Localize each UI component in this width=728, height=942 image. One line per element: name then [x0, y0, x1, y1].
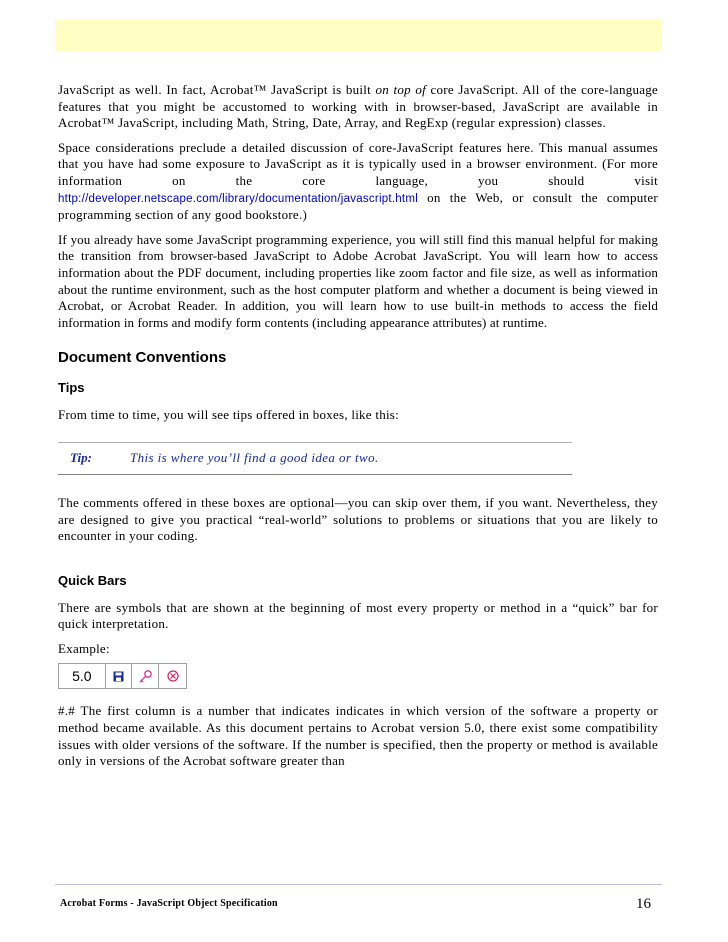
header-band [55, 19, 662, 51]
netscape-doc-link[interactable]: http://developer.netscape.com/library/documentation/javascript.html [58, 192, 419, 205]
paragraph-text: Space considerations preclude a detailed discussion of core-JavaScript features here. This manual assumes that you have had some exposure to JavaScript as it is typically used in a browser environment. (For more information on the core language, you should visit [58, 139, 658, 188]
not-allowed-icon [159, 664, 186, 688]
tip-box [58, 442, 572, 475]
page-number: 16 [636, 896, 651, 912]
paragraph-experience: If you already have some JavaScript programming experience, you will still find this manual helpful for making the transition from browser-based JavaScript to Adobe Acrobat JavaScript. You will learn how to access information about the PDF document, including properties like zoom factor and file size, as well as information about the runtime environment, such as the host computer platform and whether a document is being viewed in Acrobat, or Acrobat Reader. In addition, you will learn how to use built-in methods to access the field information in forms and modify form contents (including appearance attributes) at runtime. [58, 231, 658, 330]
paragraph-intro [58, 82, 658, 132]
quickbars-heading: Quick Bars [58, 572, 127, 588]
quick-bar-version: 5.0 [59, 664, 106, 688]
paragraph-text: core JavaScript. All of the core-language features that you might be accustomed to working with in browser-based, JavaScript are available in Acrobat™ JavaScript, including Math, String, Date, Array, and RegExp (regular expression) classes. [58, 82, 658, 131]
tip-text: This is where you’ll find a good idea or two. [130, 450, 379, 466]
paragraph-core-js [58, 140, 658, 224]
quick-bar [58, 663, 187, 689]
footer-title: Acrobat Forms - JavaScript Object Specification [60, 898, 278, 909]
paragraph-text: JavaScript as well. In fact, Acrobat™ JavaScript is built [58, 82, 376, 97]
tips-after: The comments offered in these boxes are optional—you can skip over them, if you want. Nevertheless, they are designed to give you practical “real-world” solutions to problems or situations that you are likely to encounter in your coding. [58, 494, 658, 544]
tips-heading: Tips [58, 380, 85, 396]
key-icon [132, 664, 159, 688]
emphasis-text: on top of [375, 82, 426, 97]
section-title: Document Conventions [58, 349, 227, 367]
footer-divider [55, 884, 662, 885]
tips-intro: From time to time, you will see tips offered in boxes, like this: [58, 407, 399, 423]
save-icon [106, 664, 133, 688]
paragraph-text: on the Web, or consult the computer programming section of any good bookstore.) [58, 189, 658, 223]
tip-label: Tip: [70, 450, 92, 466]
quickbars-after: #.# The first column is a number that indicates indicates in which version of the software a property or method became available. As this document pertains to Acrobat version 5.0, there exist some compatibility issues with older versions of the software. If the number is specified, then the property or method is available only in versions of the Acrobat software greater than [58, 703, 658, 769]
page-content [58, 82, 658, 778]
quickbars-intro: There are symbols that are shown at the beginning of most every property or method in a “quick” bar for quick interpretation. [58, 599, 658, 632]
example-label: Example: [58, 640, 110, 656]
